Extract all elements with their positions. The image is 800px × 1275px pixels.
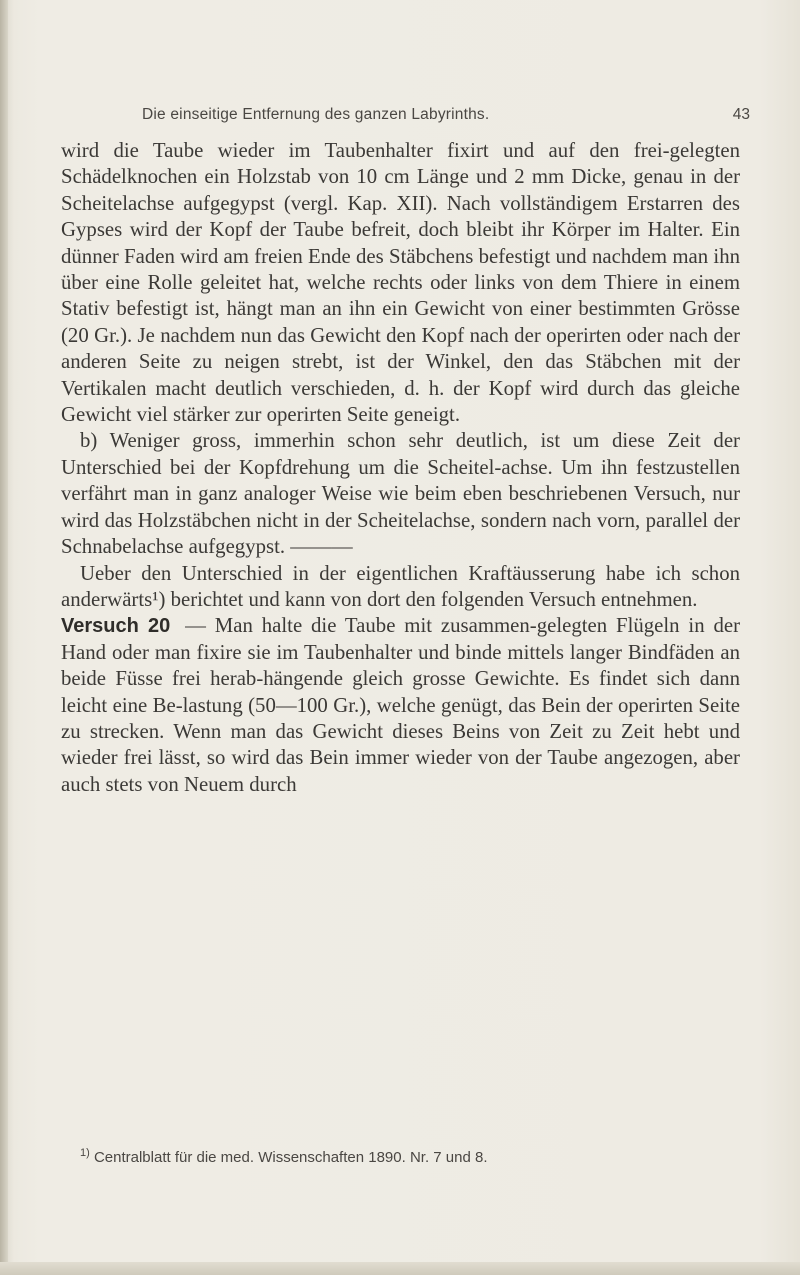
page-bottom-edge	[0, 1262, 800, 1275]
body-text	[61, 138, 740, 798]
running-header-title: Die einseitige Entfernung des ganzen Labyrinths.	[142, 106, 490, 123]
experiment-heading: Versuch 20	[61, 615, 171, 638]
paragraph-kraftaeusserung: Ueber den Unterschied in der eigentlichen Kraftäusserung habe ich schon anderwärts¹) berichtet und kann von dort den folgenden Versuch entnehmen.	[61, 561, 740, 611]
paragraph-b: b) Weniger gross, immerhin schon sehr deutlich, ist um diese Zeit der Unterschied bei der Kopfdrehung um die Scheitel-achse. Um ihn festzustellen verfährt man in ganz analoger Weise wie beim eben beschriebenen Versuch, nur wird das Holzstäbchen nicht in der Scheitelachse, sondern nach vorn, parallel der Schnabelachse aufgegypst. ———	[61, 429, 740, 559]
running-header	[142, 106, 750, 132]
experiment-text: — Man halte die Taube mit zusammen-gelegten Flügeln in der Hand oder man fixire sie im Taubenhalter und binde mittels langer Bindfäden an beide Füsse frei herab-hängende gleich grosse Gewichte. Es findet sich dann leicht eine Be-lastung (50—100 Gr.), welche genügt, das Bein der operirten Seite zu strecken. Wenn man das Gewicht dieses Beins von Zeit zu Zeit hebt und wieder frei lässt, so wird das Bein immer wieder von der Taube angezogen, aber auch stets von Neuem durch	[61, 614, 741, 796]
page-gutter-edge	[0, 0, 8, 1275]
experiment-paragraph	[61, 613, 740, 798]
footnote	[80, 1147, 740, 1166]
paragraph-continuation: wird die Taube wieder im Taubenhalter fixirt und auf den frei-gelegten Schädelknochen ein Holzstab von 10 cm Länge und 2 mm Dicke, genau in der Scheitelachse aufgegypst (vergl. Kap. XII). Nach vollständigem Erstarren des Gypses wird der Kopf der Taube befreit, doch bleibt ihr Körper im Halter. Ein dünner Faden wird am freien Ende des Stäbchens befestigt und nachdem man ihn über eine Rolle geleitet hat, welche rechts oder links von dem Thiere in einem Stativ befestigt ist, hängt man an ihn ein Gewicht von einer bestimmten Grösse (20 Gr.). Je nachdem nun das Gewicht den Kopf nach der operirten oder nach der anderen Seite zu neigen strebt, ist der Winkel, den das Stäbchen mit der Vertikalen macht deutlich verschieden, d. h. der Kopf wird durch das gleiche Gewicht viel stärker zur operirten Seite geneigt.	[61, 139, 740, 427]
page-number: 43	[732, 106, 750, 123]
footnote-marker: 1)	[80, 1147, 90, 1159]
footnote-text: Centralblatt für die med. Wissenschaften 1890. Nr. 7 und 8.	[93, 1149, 488, 1166]
